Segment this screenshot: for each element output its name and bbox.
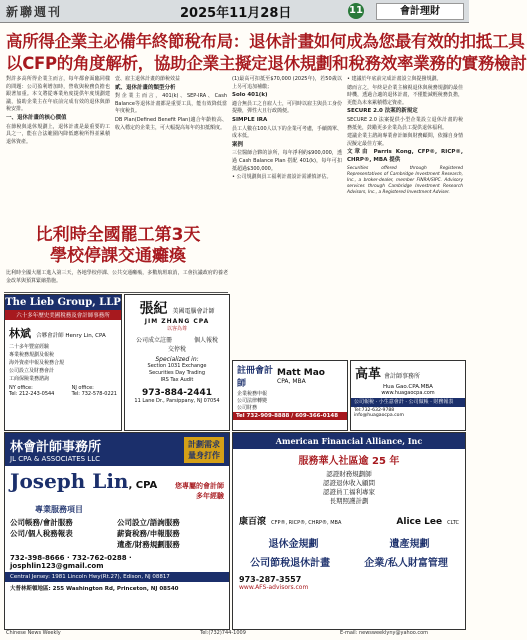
- article-column-3: (1)最高可扣抵至$70,000 (2025年)，若50歲以上另可追加補繳； Solo 401(k) 適合無員工之自雇人士，可同時以雇主與員工身份提撥，彈性大且行政簡便。 SIMPLE IRA 員工人數在100人以下的企業可考慮，手續簡單、成本低。 案例 三位醫師合夥的診所，每年淨利約$900,000，透過 Cash Balance Plan 搭配 401(k)，每年可扣抵超過$300,000。 • 公司規劃與員工福利計畫設計需謹慎評估。: [232, 76, 343, 181]
- belgium-article: 比利時全國大罷工進入第三天，各地學校停課、公共交通癱瘓，多數航班取消，工會抗議政府的養老金改革與預算緊縮措施。: [6, 270, 228, 284]
- jl-cpa: , CPA: [128, 480, 158, 491]
- section-label: 會計理財: [376, 3, 464, 20]
- gao-en-name: Hua Gao.CPA.MBA: [383, 384, 433, 390]
- article-column-2: 壹、雇主退休計畫的節稅效益 貳、退休計畫的類型分析 對企業主而言，401(k)、SEP-IRA、Cash Balance等退休計畫都是重要工具，能有效降低當年度稅負。 DB Plan(Defined Benefit Plan)適合年齡較高、收入穩定的企業主，可大幅提高每年的扣抵額度。: [115, 76, 227, 131]
- afa-advisor-2: Alice Lee: [396, 517, 443, 527]
- zhang-slogan: 以客為尊: [166, 326, 187, 332]
- jl-title: 林會計師事務所: [10, 440, 102, 455]
- afa-website[interactable]: www.AFS-advisors.com: [239, 584, 309, 591]
- footer-phone: Tel:(732)744-1009: [200, 630, 246, 636]
- jl-en-title: JL CPA & ASSOCIATES LLC: [10, 455, 100, 463]
- jl-name: Joseph Lin: [10, 469, 129, 493]
- main-headline: 高所得企業主必備年終節稅布局：退休計畫如何成為您最有效的扣抵工具: [6, 32, 525, 51]
- zhang-spec-list: Section 1031 Exchange Securities Day Trading IRS Tax Audit: [147, 363, 207, 383]
- gao-services: 公司報稅 · 小生意會計 · 公司做帳 · 財務報表: [351, 398, 465, 407]
- ad-lieb-group: [4, 294, 122, 431]
- afa-advisor-1: 康百滾: [239, 517, 267, 527]
- afa-services-row2: 公司節稅退休計畫 企業/私人財富管理: [250, 558, 448, 569]
- page-number-badge: 11: [348, 3, 364, 19]
- ad-jim-zhang: [124, 294, 230, 431]
- lieb-contacts: NY office: Tel: 212-243-0544 NJ office: Tel: 732-578-0221: [9, 385, 117, 397]
- gao-name: 高革: [355, 367, 382, 382]
- jl-tagline: 您專屬的會計師 多年經驗: [175, 482, 224, 500]
- masthead: 新聯週刊: [6, 5, 63, 19]
- lieb-subtitle: 六十多年歷史美國稅務及會計師事務所: [5, 310, 121, 320]
- zhang-title: 美國電腦會計師: [172, 308, 215, 315]
- zhang-en-name: JIM ZHANG CPA: [144, 318, 210, 325]
- footer-publication: Chinese News Weekly: [6, 630, 61, 636]
- divider: [4, 292, 228, 293]
- article-column-1: 對許多高所得企業主而言，每年都會面臨同樣的問題：公司盈利增加時，營收與稅務負擔也跟著加重。本文將從專業角度提供年度規劃建議，協助企業主在年底前完成有效的退休與節稅安排。 一、退休計畫的核心價值 在節稅與退休規劃上，退休計畫是最重要的工具之一，能在合法範圍內降低應稅所得並累積退休資產。: [6, 76, 110, 145]
- ad-american-financial-alliance: American Financial Alliance, Inc 服務華人社區逾 25 年 認證財務規劃師 認證退休收入顧問 認證員工福利專家 長期照護計劃 康百滾 CFP®, RICP®, CHRP®, MBA Alice Lee CLTC 退休金規劃 遺產規劃 公司節稅退休計畫 企業/私人財富管理 973-287-3557 www.AFS-advisors.com: [232, 432, 466, 630]
- mao-name: Matt Mao: [277, 367, 325, 378]
- lieb-name: 林斌: [9, 327, 31, 340]
- ad-jl-cpa: [4, 432, 230, 630]
- jl-princeton-address: 大普林斯頓地區: 255 Washington Rd, Princeton, NJ 08540: [10, 586, 179, 592]
- mao-services: 企業稅務申報 公司法律轉變 公司財務: [237, 391, 268, 411]
- jl-services-header: 專業服務項目: [35, 505, 83, 514]
- zhang-address: 11 Lane Dr., Parsippany, NJ 07054: [134, 398, 220, 404]
- ad-hua-gao: [350, 360, 466, 431]
- lieb-role: 合夥會計師 Henry Lin, CPA: [36, 333, 106, 339]
- ad-matt-mao: [232, 360, 348, 431]
- afa-services-row1: 退休金規劃 遺產規劃: [268, 539, 430, 550]
- afa-slogan: 服務華人社區逾 25 年: [298, 456, 400, 467]
- jl-services: 公司帳務/會計服務 公司/個人稅務報表 公司設立/語詢服務 薪資稅務/申報服務 遺產/財務規劃服務: [10, 518, 180, 549]
- zhang-services: 公司成立註冊 個人報稅: [135, 337, 218, 344]
- main-subheadline: 以CFP的角度解析，協助企業主擬定退休規劃和稅務效率業務的實務檢討: [6, 54, 527, 73]
- gao-website[interactable]: www.huagaocpa.com: [381, 390, 435, 396]
- mao-phones: Tel 732-909-8888 / 609-366-0148: [233, 412, 347, 420]
- article-column-4: • 建議於年底前完成計畫設立與提撥規劃。 總而言之，年終是企業主檢視退休與稅務規劃的最佳時機，透過合適的退休計畫，不僅能減輕稅務負擔，更能為未來累積穩定資產。 SECURE 2.0 法案的新規定 SECURE 2.0 法案提供小型企業設立退休計畫的稅務抵免，鼓勵更多企業為員工提供退休福利。 建議企業主諮詢專業會計師與財務顧問，依據自身情況擬定最佳方案。 文章由 Parris Kong, CFP®, RICP®, CHRP®, MBA 提供 Securities offered through Registered Representatives of Cambridge Investment Research, Inc., a broker-dealer, member FINRA/SIPC. Advisory services through Cambridge Investment Research Advisors, Inc., a Registered Investment Adviser.: [347, 76, 463, 195]
- afa-credentials: 認證財務規劃師 認證退休收入顧問 認證員工福利專家 長期照護計劃: [323, 470, 375, 505]
- gao-title: 會計師事務所: [384, 373, 421, 380]
- jl-badge: 計劃需求 量身打作: [184, 437, 224, 463]
- issue-date: 2025年11月28日: [180, 6, 292, 21]
- gao-contact: Tel:732-632-9788 info@huagaocpa.com: [354, 408, 404, 418]
- zhang-phone: 973-884-2441: [141, 388, 213, 398]
- zhang-specialized: Specialized in:: [155, 356, 199, 363]
- zhang-name: 張紀: [139, 301, 168, 317]
- mao-title: 註冊會計師: [237, 366, 274, 389]
- afa-phone: 973-287-3557: [239, 575, 302, 584]
- lieb-services: 二十多年豐富經驗 專業稅務規劃及報稅 海外資產申報及稅務合規 公司設立及財務會計 工商保險業務諮詢: [9, 344, 65, 382]
- lieb-title: The Lieb Group, LLP: [5, 297, 121, 308]
- jl-phones: 732-398-8666 · 732-762-0288 · josphlin123@gmail.com: [10, 554, 132, 570]
- zhang-service-3: 交停稅: [167, 346, 186, 353]
- footer-email: E-mail: newsweeklyny@yahoo.com: [340, 630, 428, 636]
- jl-central-address: Central Jersey: 1981 Lincoln Hwy(Rt.27), Edison, NJ 08817: [5, 572, 229, 582]
- belgium-headline: 比利時全國罷工第3天 學校停課交通癱瘓: [35, 225, 201, 266]
- mao-credentials: CPA, MBA: [277, 377, 306, 385]
- afa-title: American Financial Alliance, Inc: [233, 433, 465, 449]
